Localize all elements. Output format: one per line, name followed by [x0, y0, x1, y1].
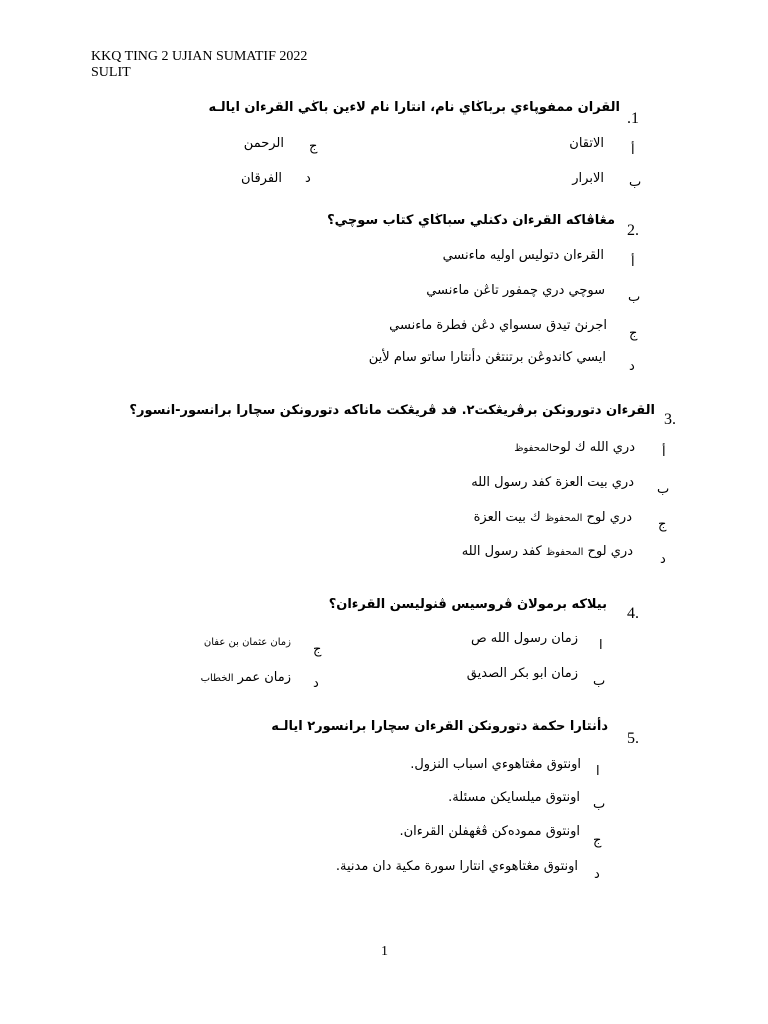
q3-option-d-text: دري لوح — [587, 544, 633, 559]
q2-option-c: اجرنڽ تيدق سسواي دڠن فطرة ماءنسي — [389, 318, 607, 333]
q3-option-c-small: المحفوظ — [544, 513, 583, 524]
q1-label-b: ب — [629, 175, 642, 190]
q5-number: 5. — [627, 730, 639, 747]
q3-option-d — [462, 544, 633, 559]
q3-option-c — [474, 510, 632, 525]
q2-label-b: ب — [628, 290, 641, 305]
q1-option-d: الفرقان — [240, 171, 282, 186]
q1-label-c: ج — [309, 139, 318, 154]
q2-option-a: القرءان دتوليس اوليه ماءنسي — [442, 248, 604, 263]
q1-option-b: الابرار — [572, 171, 604, 186]
q5-option-d: اونتوق مڠتاهوءي انتارا سورة مكية دان مدنية. — [335, 859, 578, 874]
q5-label-b: ب — [593, 797, 606, 812]
q3-option-a — [514, 440, 635, 455]
q5-label-d: د — [594, 867, 600, 882]
q2-option-b: سوچي دري چمفور تاڠن ماءنسي — [426, 283, 605, 298]
header-title: KKQ TING 2 UJIAN SUMATIF 2022 — [91, 49, 308, 64]
q5-option-a: اونتوق مڠتاهوءي اسباب النزول. — [410, 757, 581, 772]
q1-label-d: د — [305, 171, 311, 186]
q3-text: القرءان دتورونكن برڤريڠكت٢. فد ڤريڠكت ماناكه دتورونكن سچارا برانسور-انسور؟ — [129, 403, 655, 418]
q4-label-d: د — [313, 676, 319, 691]
q4-number: 4. — [627, 605, 639, 622]
q3-label-a: أ — [662, 445, 666, 460]
q4-label-a: ا — [599, 638, 603, 653]
q1-label-a: أ — [631, 143, 635, 158]
page-number: 1 — [381, 944, 388, 959]
q3-option-d-small: المحفوظ — [545, 547, 584, 558]
q4-option-d-small: الخطاب — [200, 673, 234, 684]
q2-label-c: ج — [629, 326, 638, 341]
q3-option-c-text: دري لوح — [586, 510, 632, 525]
q3-label-d: د — [660, 552, 666, 567]
q3-label-c: ج — [658, 517, 667, 532]
q2-label-d: د — [629, 359, 635, 374]
q3-option-c-after: ك بيت العزة — [473, 510, 541, 525]
q1-option-c: الرحمن — [243, 136, 284, 151]
header-sulit: SULIT — [91, 65, 131, 80]
q1-number: .1 — [627, 110, 639, 127]
q2-option-d: ايسي كاندوڠن برتنتڠن دأنتارا ساتو سام لأين — [368, 350, 606, 365]
q5-option-c: اونتوق مموده‌كن ڤڠهفلن القرءان. — [399, 824, 580, 839]
q5-option-b: اونتوق ميلسايكن مسئلة. — [448, 790, 580, 805]
q3-option-a-small: المحفوظ — [514, 443, 553, 454]
q1-option-a: الاتقان — [569, 136, 604, 151]
q1-text: القران ممفوڽاءي برباڬاي نام، انتارا نام لاءين باڬي القرءان ايالـه — [208, 100, 620, 115]
q3-option-b: دري بيت العزة كفد رسول الله — [471, 475, 634, 490]
q4-label-b: ب — [593, 674, 606, 689]
q4-option-a: زمان رسول الله ص — [470, 631, 578, 646]
q4-option-d-text: زمان عمر — [237, 670, 291, 685]
q2-text: مڠاڤاكه القرءان دكنلي سباڬاي كتاب سوچي؟ — [327, 213, 615, 228]
q4-option-c: زمان عثمان بن عفان — [203, 637, 291, 648]
q3-option-a-text: دري الله ك لوح — [552, 440, 635, 455]
q4-option-d — [201, 670, 291, 685]
q5-label-a: ا — [596, 764, 600, 779]
q4-label-c: ج — [313, 642, 322, 657]
q5-label-c: ج — [593, 833, 602, 848]
q2-number: 2. — [627, 222, 639, 239]
q3-number: 3. — [664, 411, 676, 428]
q5-text: دأنتارا حكمة دتورونكن القرءان سچارا برانسور٢ ايالـه — [271, 719, 608, 734]
q2-label-a: أ — [631, 255, 635, 270]
q4-option-b: زمان ابو بكر الصديق — [466, 666, 578, 681]
q4-text: بيلاكه برمولاڽ ڤروسيس ڤنوليسن القرءان؟ — [328, 597, 607, 612]
q3-label-b: ب — [657, 482, 670, 497]
q3-option-d-after: كفد رسول الله — [461, 544, 542, 559]
